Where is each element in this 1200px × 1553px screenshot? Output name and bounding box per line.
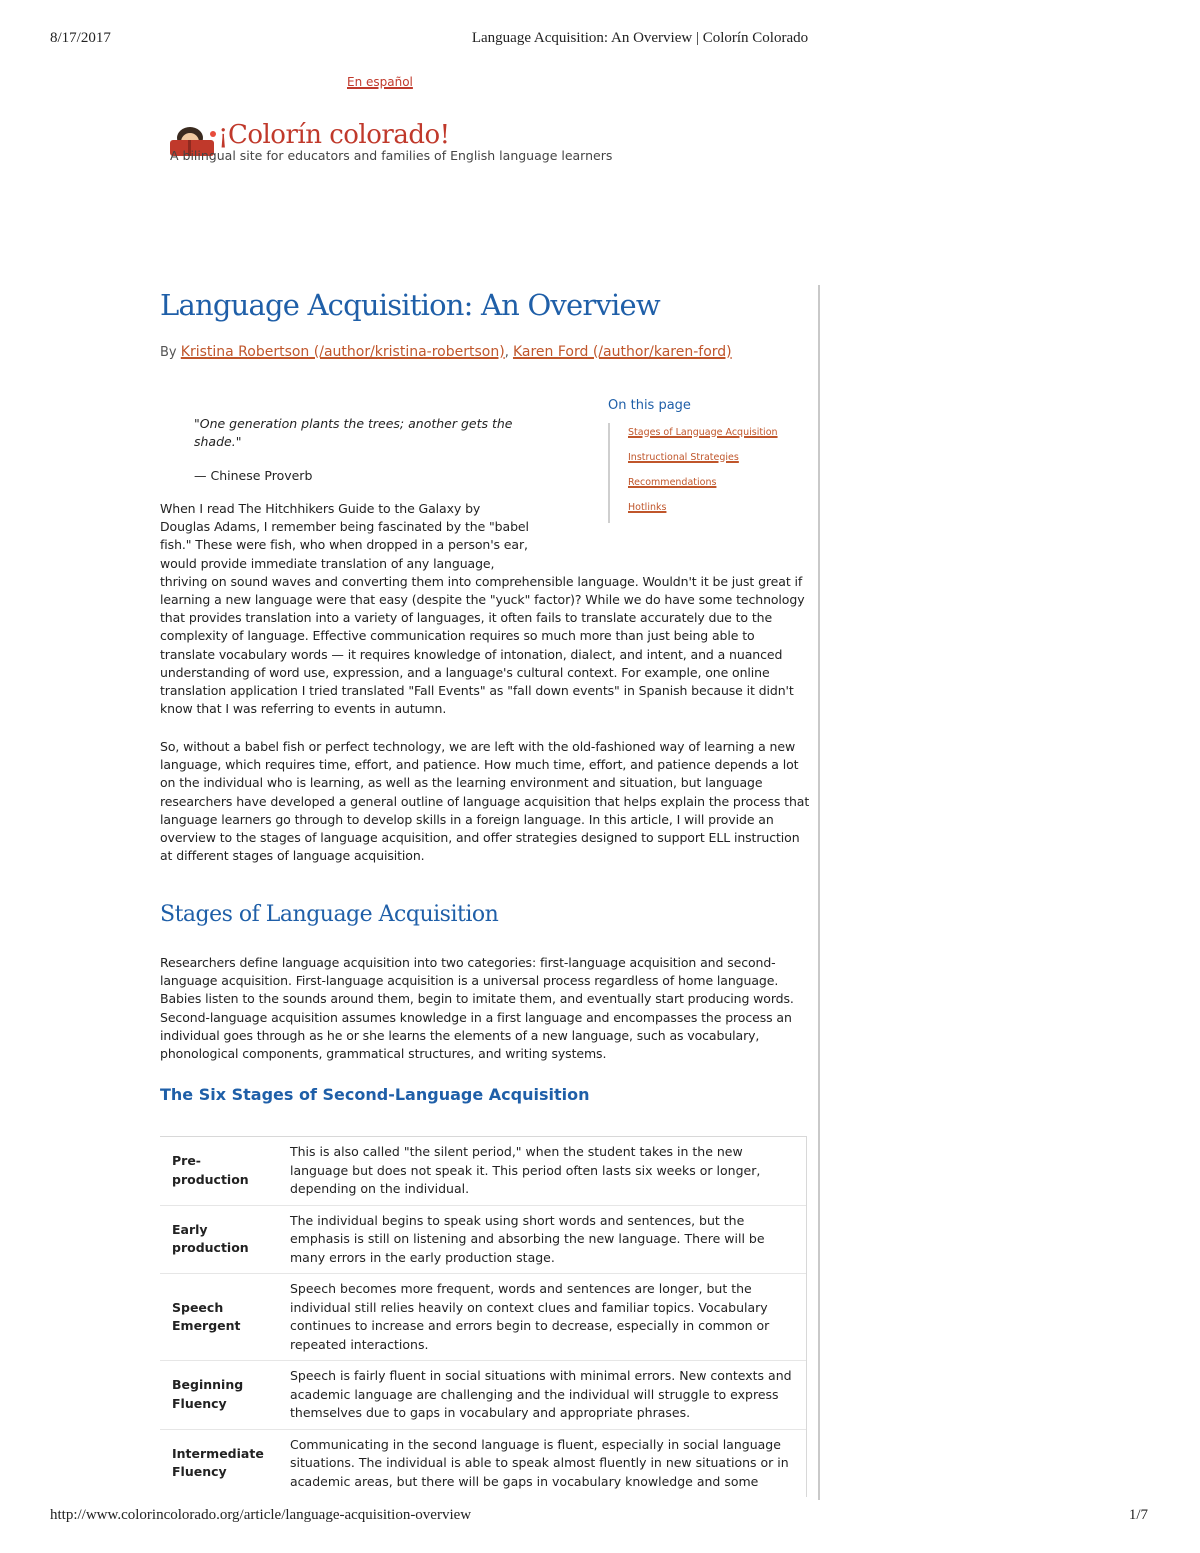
stage-description: This is also called "the silent period," when the student takes in the new language but does not speak it. This period often lasts six weeks or longer, depending on the individual. [280, 1137, 807, 1206]
author-link-kristina-robertson[interactable]: Kristina Robertson (/author/kristina-robertson) [180, 344, 505, 360]
stage-description: Speech becomes more frequent, words and sentences are longer, but the individual still relies heavily on context clues and familiar topics. Vocabulary continues to increase and errors begin to decrease, especially in common or repeated interactions. [280, 1274, 807, 1361]
stage-description: Speech is fairly fluent in social situations with minimal errors. New contexts and academic language are challenging and the individual will struggle to express themselves due to gaps in vocabulary and appropriate phrases. [280, 1361, 807, 1430]
print-page-number: 1/7 [1128, 1507, 1148, 1523]
print-header [0, 30, 1200, 50]
toc-item-recommendations[interactable]: Recommendations [628, 477, 717, 488]
stages-table [160, 1136, 807, 1497]
intro-line: would provide immediate translation of any language, [160, 555, 495, 571]
print-footer [0, 1507, 1200, 1527]
toc-item-stages[interactable]: Stages of Language Acquisition [628, 427, 778, 438]
table-row [160, 1205, 807, 1274]
toc-item-instructional-strategies[interactable]: Instructional Strategies [628, 452, 739, 463]
toc-item-hotlinks[interactable]: Hotlinks [628, 502, 667, 513]
table-row [160, 1361, 807, 1430]
print-date: 8/17/2017 [50, 30, 111, 46]
logo-tagline: A bilingual site for educators and families of English language learners [170, 148, 613, 163]
author-separator: , [504, 345, 509, 360]
table-row [160, 1274, 807, 1361]
paragraph-babel-fish: So, without a babel fish or perfect technology, we are left with the old-fashioned way of learning a new language, which requires time, effort, and patience. How much time, effort, and patience depends a lot on the individual who is learning, as well as the learning environment and situation, but language researchers have developed a general outline of language acquisition that helps explain the process that language learners go through to develop skills in a foreign language. In this article, I will provide an overview to the stages of language acquisition, and offer strategies designed to support ELL instruction at different stages of language acquisition. [160, 739, 810, 864]
stage-term: Early production [172, 1221, 249, 1256]
stage-description: Communicating in the second language is fluent, especially in social language situations. The individual is able to speak almost fluently in new situations or in academic areas, but there will be gaps in vocabulary knowledge and some [280, 1429, 807, 1497]
stage-description: The individual begins to speak using short words and sentences, but the emphasis is still on listening and absorbing the new language. There will be many errors in the early production stage. [280, 1205, 807, 1274]
subheading-six-stages: The Six Stages of Second-Language Acquisition [160, 1085, 590, 1104]
stage-term: Pre-production [172, 1153, 249, 1187]
intro-line: When I read The Hitchhikers Guide to the Galaxy by [160, 501, 481, 516]
toc-title: On this page [608, 398, 691, 413]
site-logo[interactable] [166, 118, 613, 168]
logo-wordmark: ¡Colorín colorado! [218, 120, 450, 150]
spanish-language-link[interactable]: En español [347, 75, 413, 89]
table-row [160, 1137, 807, 1206]
epigraph-quote: "One generation plants the trees; another gets the shade." [194, 416, 513, 449]
author-link-karen-ford[interactable]: Karen Ford (/author/karen-ford) [512, 344, 732, 360]
stage-term: Speech Emergent [172, 1299, 241, 1333]
table-row [160, 1429, 807, 1497]
print-page-title: Language Acquisition: An Overview | Colorín Colorado [471, 30, 809, 46]
intro-paragraph [160, 500, 810, 718]
intro-line: fish." These were fish, who when dropped in a person's ear, [160, 537, 528, 553]
epigraph-attribution: — Chinese Proverb [194, 468, 313, 483]
intro-continuation: thriving on sound waves and converting them into comprehensible language. Wouldn't it be just great if learning a new language were that easy (despite the "yuck" factor)? While we do have some technology that provides translation into a variety of languages, it often fails to translate accurately due to the complexity of language. Effective communication requires so much more than just being able to translate vocabulary words — it requires knowledge of intonation, dialect, and intent, and a nuanced understanding of word use, expression, and a language's cultural context. For example, one online translation application I tried translated "Fall Events" as "fall down events" in Spanish because it didn't know that I was referring to events in autumn. [160, 573, 805, 717]
stage-term: Beginning Fluency [172, 1377, 244, 1411]
print-url: http://www.colorincolorado.org/article/language-acquisition-overview [50, 1507, 472, 1523]
stage-term: Intermediate Fluency [172, 1445, 264, 1480]
byline-label: By [160, 345, 177, 360]
content-right-border [818, 285, 820, 1500]
paragraph-categories: Researchers define language acquisition into two categories: first-language acquisition and second-language acquisition. First-language acquisition is a universal process regardless of home language. Babies listen to the sounds around them, begin to imitate them, and eventually start producing words. Second-language acquisition assumes knowledge in a first language and encompasses the process an individual goes through as he or she learns the elements of a new language, such as vocabulary, phonological components, grammatical structures, and writing systems. [160, 955, 794, 1062]
byline [160, 344, 732, 360]
page-title: Language Acquisition: An Overview [160, 288, 660, 322]
section-heading-stages: Stages of Language Acquisition [160, 902, 499, 927]
intro-line: Douglas Adams, I remember being fascinated by the "babel [160, 519, 529, 535]
